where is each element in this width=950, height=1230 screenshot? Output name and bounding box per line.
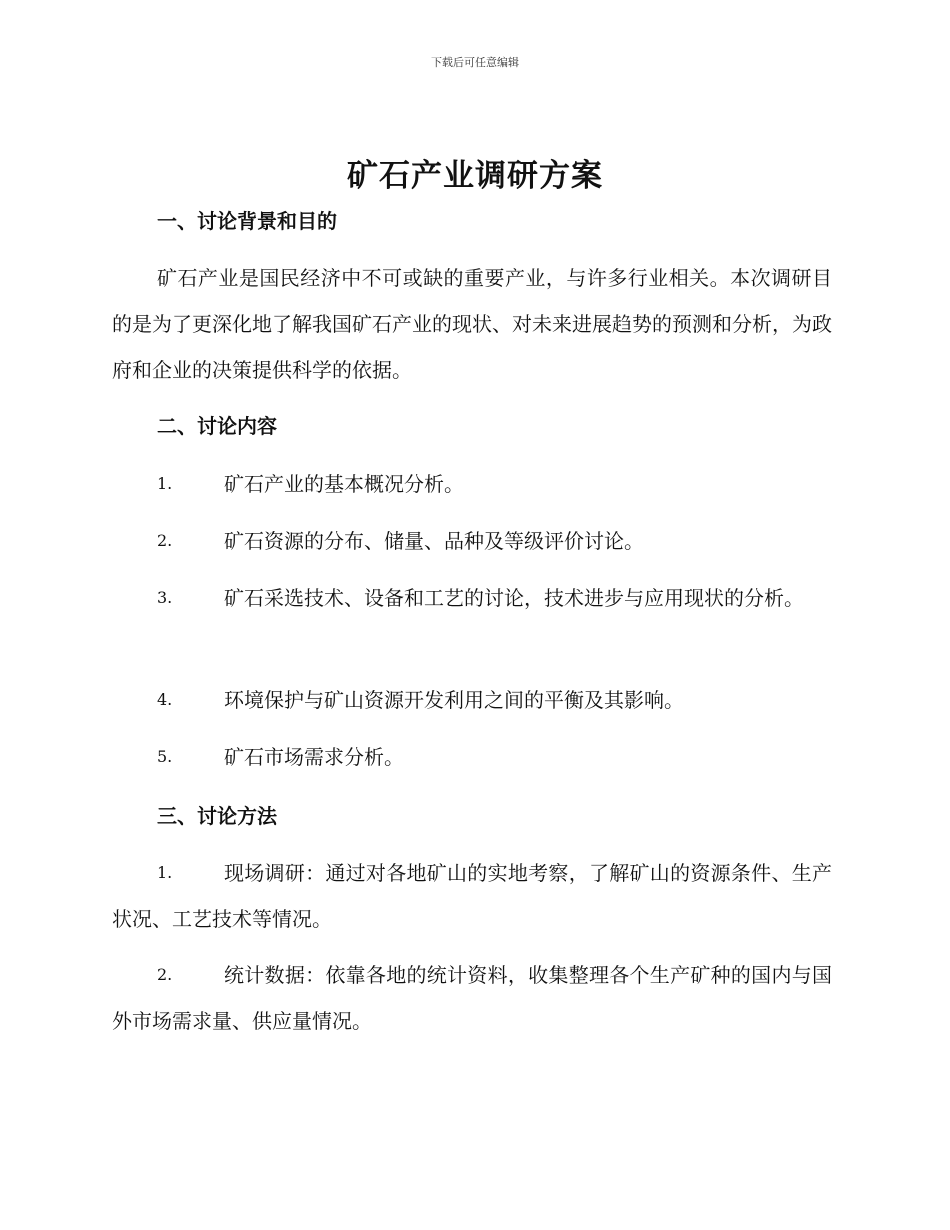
list-item [112, 461, 832, 507]
section-heading-content: 二、讨论内容 [157, 414, 277, 438]
list-item-text: 矿石产业的基本概况分析。 [224, 472, 464, 496]
list-item-text: 矿石采选技术、设备和工艺的讨论，技术进步与应用现状的分析。 [224, 586, 804, 610]
list-item [112, 952, 832, 1044]
list-item-number: 3. [157, 588, 173, 607]
section-heading-background: 一、讨论背景和目的 [157, 209, 337, 233]
list-item [112, 575, 832, 621]
section-paragraph-background: 矿石产业是国民经济中不可或缺的重要产业，与许多行业相关。本次调研目的是为了更深化地了解我国矿石产业的现状、对未来进展趋势的预测和分析，为政府和企业的决策提供科学的依据。 [112, 266, 832, 382]
list-item-number: 2. [157, 531, 173, 550]
list-item-text: 环境保护与矿山资源开发利用之间的平衡及其影响。 [224, 688, 684, 712]
list-item-text: 矿石市场需求分析。 [224, 745, 404, 769]
list-item-text: 统计数据：依靠各地的统计资料，收集整理各个生产矿种的国内与国外市场需求量、供应量情况。 [112, 963, 832, 1033]
header-note: 下载后可任意编辑 [431, 56, 519, 69]
document-title: 矿石产业调研方案 [347, 158, 603, 194]
list-item-number: 1. [157, 863, 173, 882]
list-item-number: 5. [157, 747, 173, 766]
list-item-text: 现场调研：通过对各地矿山的实地考察，了解矿山的资源条件、生产状况、工艺技术等情况。 [112, 861, 832, 931]
list-item-number: 2. [157, 965, 173, 984]
list-item-number: 4. [157, 690, 173, 709]
section-heading-method: 三、讨论方法 [157, 804, 277, 828]
list-item [112, 518, 832, 564]
list-item-text: 矿石资源的分布、储量、品种及等级评价讨论。 [224, 529, 644, 553]
list-item [112, 850, 832, 942]
list-item-number: 1. [157, 474, 173, 493]
list-item [112, 734, 832, 780]
list-item [112, 677, 832, 723]
